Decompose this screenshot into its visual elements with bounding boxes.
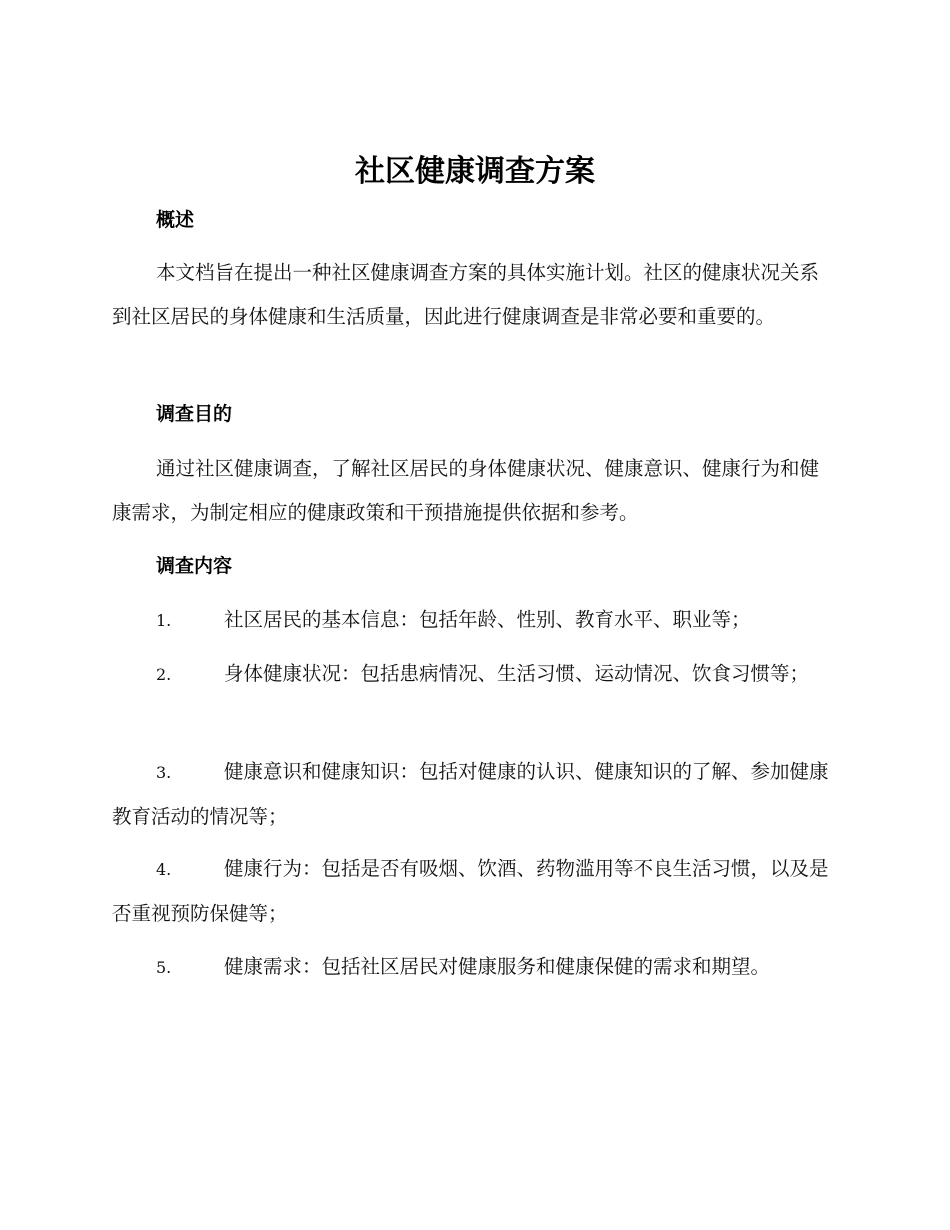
document-title: 社区健康调查方案 [355,154,595,189]
section-heading-content: 调查内容 [156,555,233,577]
list-item [112,847,836,936]
list-item-number: 3. [156,763,172,782]
section-paragraph-purpose: 通过社区健康调查，了解社区居民的身体健康状况、健康意识、健康行为和健康需求，为制定相应的健康政策和干预措施提供依据和参考。 [112,457,820,524]
list-item-number: 5. [156,958,172,977]
list-item-number: 4. [156,860,172,879]
list-item [112,750,836,839]
list-item-number: 1. [156,611,172,630]
list-item-text: 身体健康状况：包括患病情况、生活习惯、运动情况、饮食习惯等； [224,662,810,685]
list-item [112,652,836,697]
section-heading-purpose: 调查目的 [156,403,233,425]
list-item [112,945,836,990]
section-paragraph-overview: 本文档旨在提出一种社区健康调查方案的具体实施计划。社区的健康状况关系到社区居民的身体健康和生活质量，因此进行健康调查是非常必要和重要的。 [112,261,820,328]
list-item-text: 健康需求：包括社区居民对健康服务和健康保健的需求和期望。 [224,955,771,978]
list-item-text: 健康行为：包括是否有吸烟、饮酒、药物滥用等不良生活习惯，以及是否重视预防保健等； [112,857,829,925]
list-item-text: 社区居民的基本信息：包括年龄、性别、教育水平、职业等； [224,608,751,631]
section-heading-overview: 概述 [156,209,195,231]
list-item-number: 2. [156,665,172,684]
list-item [112,598,836,643]
list-item-text: 健康意识和健康知识：包括对健康的认识、健康知识的了解、参加健康教育活动的情况等； [112,760,829,828]
